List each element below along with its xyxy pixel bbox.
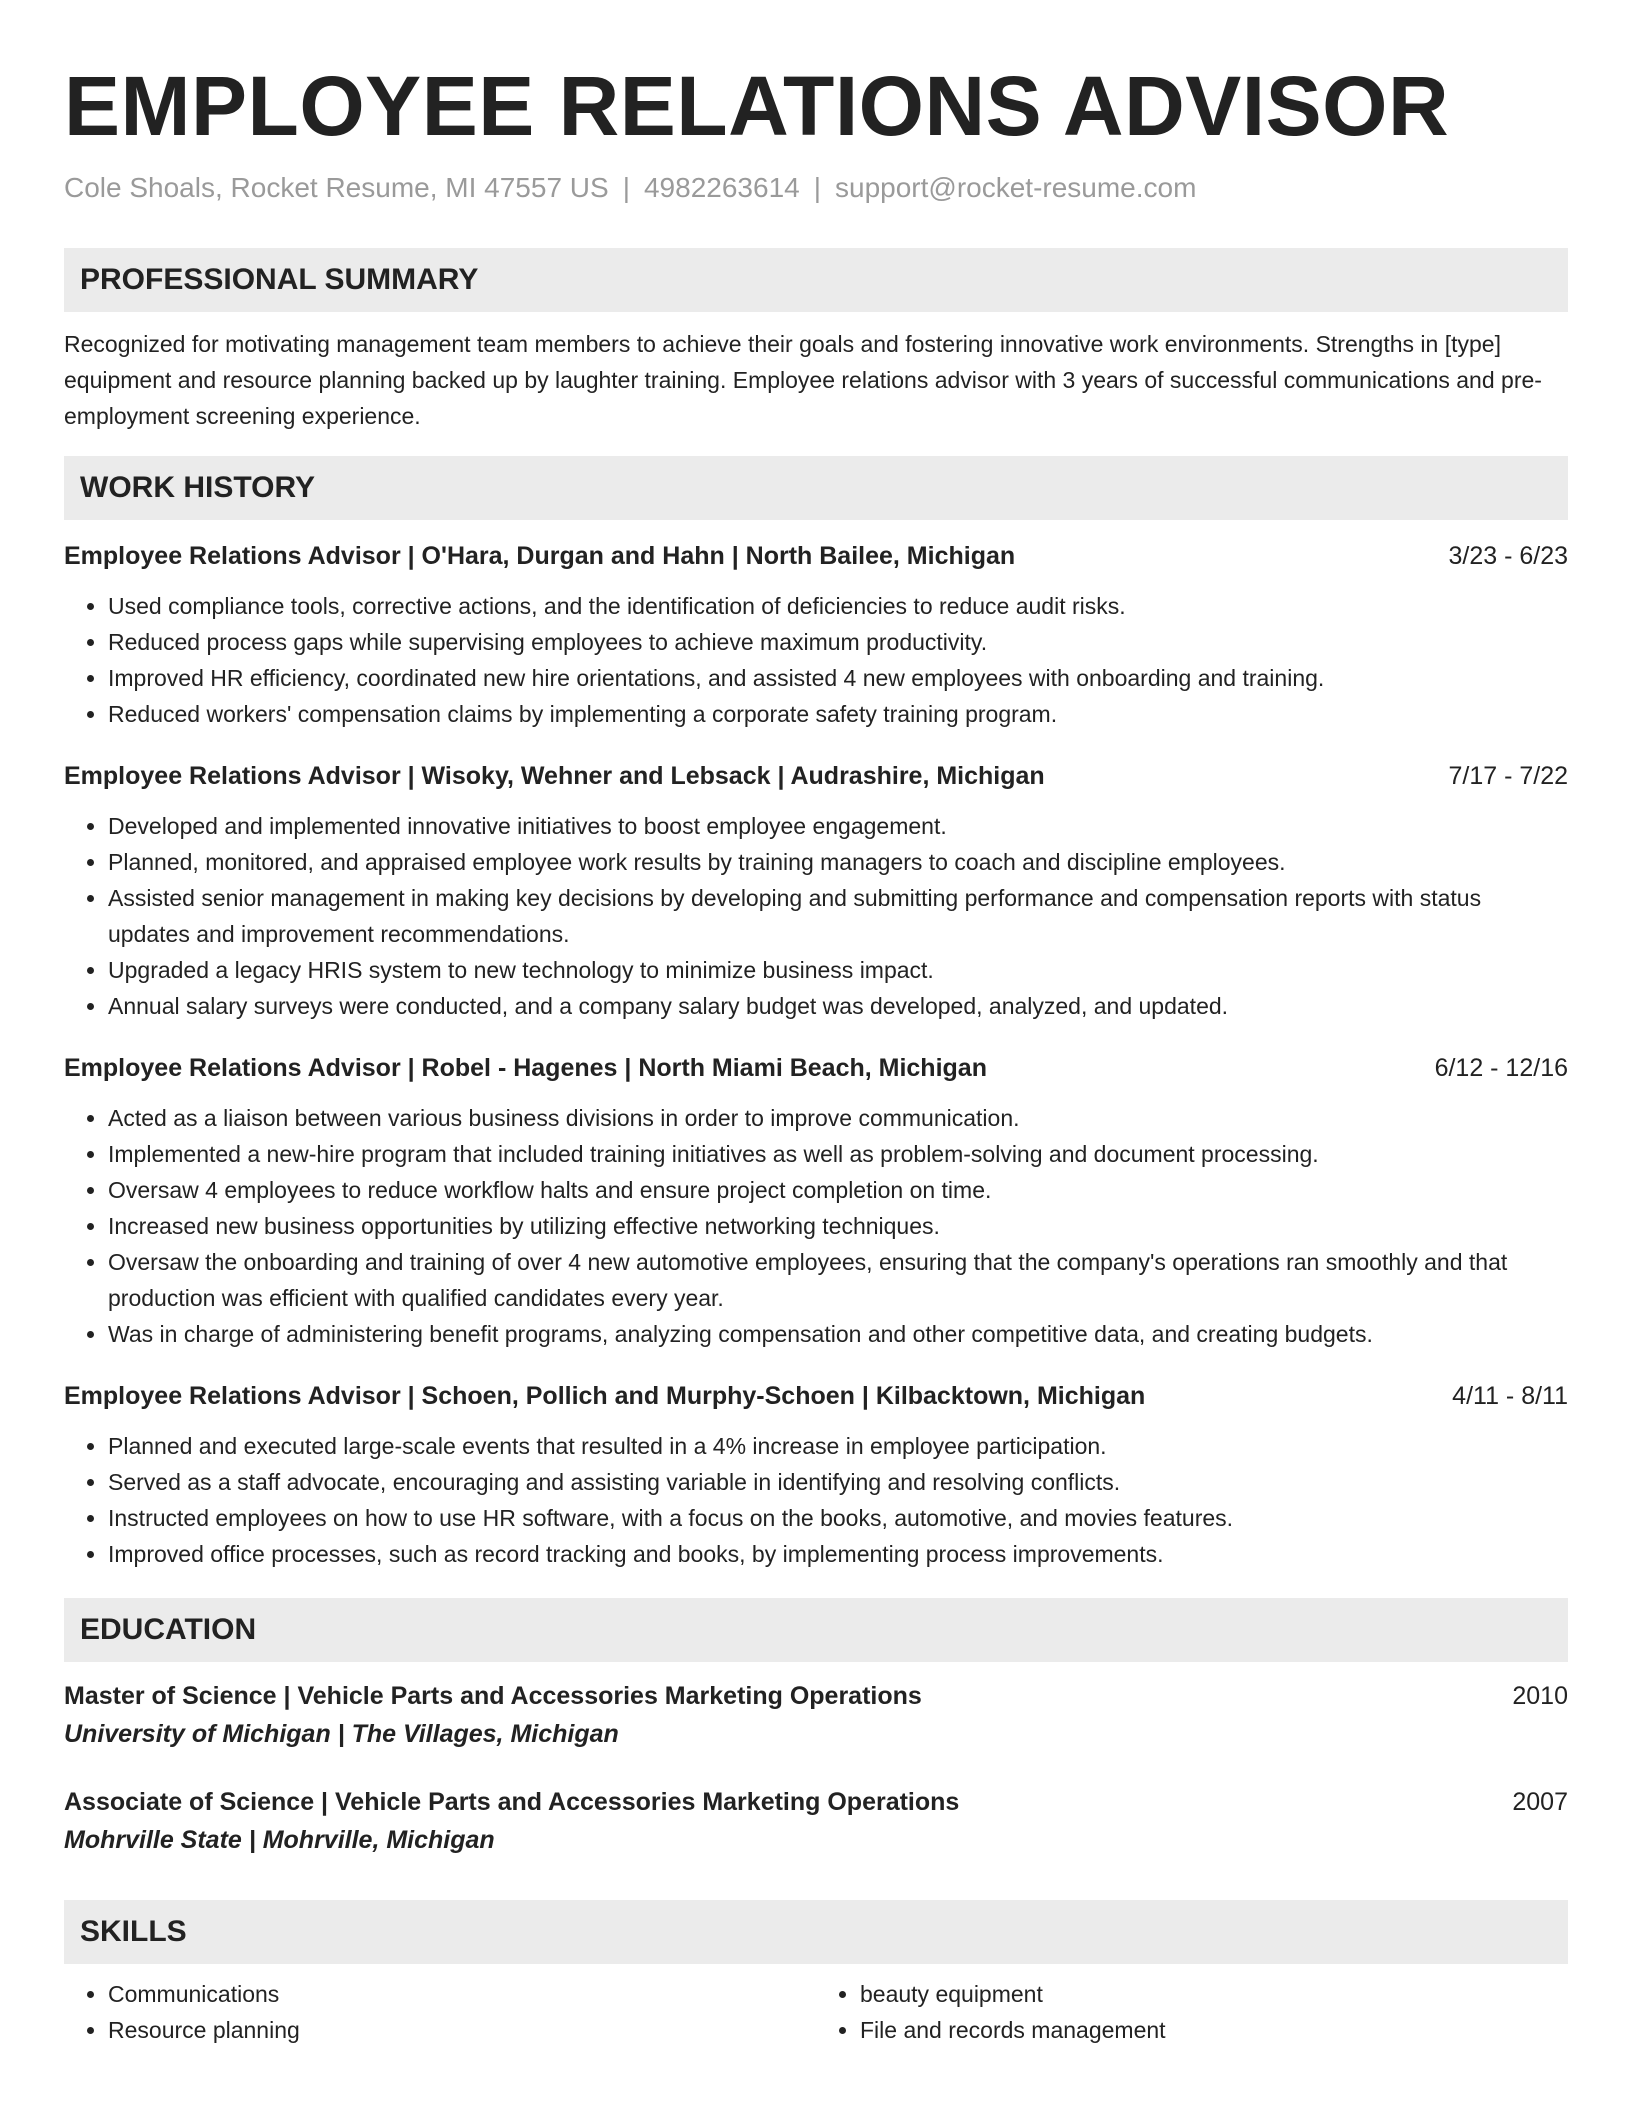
job-header <box>64 758 1568 794</box>
section-heading-education: EDUCATION <box>64 1598 1568 1662</box>
job-bullets <box>64 588 1568 732</box>
summary-text: Recognized for motivating management team members to achieve their goals and fostering innovative work environments. Strengths in [type] equipment and resource planning backed up by laughter training. Employee relations advisor with 3 years of successful communications and pre-employment screening experience. <box>64 331 1542 429</box>
list-item: • Communications <box>108 1976 816 2012</box>
list-item: • Upgraded a legacy HRIS system to new technology to minimize business impact. <box>108 952 1568 988</box>
job-title: Employee Relations Advisor | Schoen, Pollich and Murphy-Schoen | Kilbacktown, Michigan <box>64 1382 1146 1410</box>
skills-columns <box>64 1976 1568 2048</box>
job-title: Employee Relations Advisor | Robel - Hagenes | North Miami Beach, Michigan <box>64 1054 987 1082</box>
list-item: • Used compliance tools, corrective actions, and the identification of deficiencies to reduce audit risks. <box>108 588 1568 624</box>
list-item: • Resource planning <box>108 2012 816 2048</box>
education-year: 2010 <box>1512 1682 1568 1710</box>
resume-title: EMPLOYEE RELATIONS ADVISOR <box>64 59 1450 153</box>
list-item: • Planned and executed large-scale events that resulted in a 4% increase in employee participation. <box>108 1428 1568 1464</box>
job-title: Employee Relations Advisor | O'Hara, Durgan and Hahn | North Bailee, Michigan <box>64 542 1016 570</box>
list-item: • Improved office processes, such as record tracking and books, by implementing process improvements. <box>108 1536 1568 1572</box>
section-heading-skills: SKILLS <box>64 1900 1568 1964</box>
job-bullets <box>64 808 1568 1024</box>
job-dates: 3/23 - 6/23 <box>1448 542 1568 570</box>
education-degree: Master of Science | Vehicle Parts and Accessories Marketing Operations <box>64 1682 922 1710</box>
contact-phone: 4982263614 <box>643 172 800 203</box>
section-heading-summary: PROFESSIONAL SUMMARY <box>64 248 1568 312</box>
education-header <box>64 1784 1568 1820</box>
list-item: • Developed and implemented innovative initiatives to boost employee engagement. <box>108 808 1568 844</box>
job-entry <box>64 538 1568 732</box>
list-item: • Assisted senior management in making key decisions by developing and submitting performance and compensation reports with status updates and improvement recommendations. <box>108 880 1568 952</box>
job-entry <box>64 758 1568 1024</box>
job-dates: 4/11 - 8/11 <box>1452 1382 1568 1410</box>
contact-address: Cole Shoals, Rocket Resume, MI 47557 US <box>64 172 609 203</box>
list-item: • beauty equipment <box>860 1976 1568 2012</box>
education-entry <box>64 1678 1568 1754</box>
job-bullets <box>64 1100 1568 1352</box>
section-heading-work-history: WORK HISTORY <box>64 456 1568 520</box>
contact-separator: | <box>622 172 630 203</box>
skills-list-left <box>64 1976 816 2048</box>
list-item: • Planned, monitored, and appraised employee work results by training managers to coach and discipline employees. <box>108 844 1568 880</box>
job-entry <box>64 1050 1568 1352</box>
list-item: • Served as a staff advocate, encouraging and assisting variable in identifying and resolving conflicts. <box>108 1464 1568 1500</box>
list-item: • Acted as a liaison between various business divisions in order to improve communication. <box>108 1100 1568 1136</box>
list-item: • Oversaw 4 employees to reduce workflow halts and ensure project completion on time. <box>108 1172 1568 1208</box>
education-year: 2007 <box>1512 1788 1568 1816</box>
job-header <box>64 1378 1568 1414</box>
list-item: • Implemented a new-hire program that included training initiatives as well as problem-solving and document processing. <box>108 1136 1568 1172</box>
summary-section <box>64 248 1568 434</box>
job-entry <box>64 1378 1568 1572</box>
list-item: • Reduced process gaps while supervising employees to achieve maximum productivity. <box>108 624 1568 660</box>
job-header <box>64 1050 1568 1086</box>
contact-line <box>64 170 1568 206</box>
education-entry <box>64 1784 1568 1860</box>
education-header <box>64 1678 1568 1714</box>
contact-email: support@rocket-resume.com <box>835 172 1197 203</box>
skills-list-right <box>816 1976 1568 2048</box>
job-bullets <box>64 1428 1568 1572</box>
education-degree: Associate of Science | Vehicle Parts and Accessories Marketing Operations <box>64 1788 960 1816</box>
resume-page <box>64 0 1568 2048</box>
list-item: • Instructed employees on how to use HR software, with a focus on the books, automotive, and movies features. <box>108 1500 1568 1536</box>
contact-separator: | <box>813 172 821 203</box>
job-dates: 6/12 - 12/16 <box>1434 1054 1568 1082</box>
list-item: • Increased new business opportunities by utilizing effective networking techniques. <box>108 1208 1568 1244</box>
list-item: • Was in charge of administering benefit programs, analyzing compensation and other competitive data, and creating budgets. <box>108 1316 1568 1352</box>
job-title: Employee Relations Advisor | Wisoky, Wehner and Lebsack | Audrashire, Michigan <box>64 762 1045 790</box>
job-dates: 7/17 - 7/22 <box>1448 762 1568 790</box>
job-header <box>64 538 1568 574</box>
education-school: Mohrville State | Mohrville, Michigan <box>64 1826 495 1854</box>
list-item: • Annual salary surveys were conducted, and a company salary budget was developed, analyzed, and updated. <box>108 988 1568 1024</box>
list-item: • Improved HR efficiency, coordinated new hire orientations, and assisted 4 new employees with onboarding and training. <box>108 660 1568 696</box>
work-history-section <box>64 456 1568 1572</box>
list-item: • File and records management <box>860 2012 1568 2048</box>
skills-section <box>64 1900 1568 2048</box>
list-item: • Oversaw the onboarding and training of over 4 new automotive employees, ensuring that the company's operations ran smoothly and that production was efficient with qualified candidates every year. <box>108 1244 1568 1316</box>
education-section <box>64 1598 1568 1860</box>
list-item: • Reduced workers' compensation claims by implementing a corporate safety training program. <box>108 696 1568 732</box>
education-school: University of Michigan | The Villages, Michigan <box>64 1720 619 1748</box>
